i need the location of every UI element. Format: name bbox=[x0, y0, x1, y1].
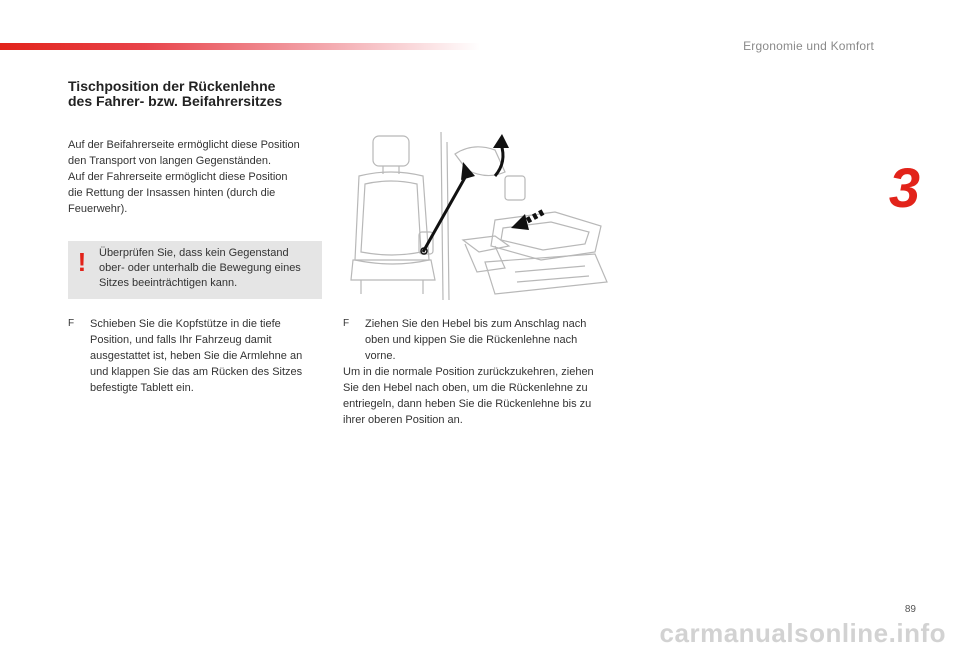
exclamation-icon: ! bbox=[77, 247, 87, 277]
heading-line-2: des Fahrer- bzw. Beifahrersitzes bbox=[68, 93, 283, 109]
headrest-shape bbox=[373, 136, 409, 166]
page-heading bbox=[68, 79, 368, 109]
chapter-number: 3 bbox=[888, 156, 920, 219]
seat-diagram bbox=[345, 132, 615, 302]
step-text: Schieben Sie die Kopfstütze in die tiefe Position, und falls Ihr Fahrzeug damit ausgestattet ist, heben Sie die Armlehne an und klappen Sie das am Rücken des Sitzes befestigte Tablett ein. bbox=[90, 318, 303, 394]
folded-backrest-shape bbox=[491, 212, 601, 260]
heading-line-1: Tischposition der Rückenlehne bbox=[68, 78, 276, 94]
intro-line: die Rettung der Insassen hinten (durch die bbox=[68, 187, 276, 199]
intro-line: Auf der Fahrerseite ermöglicht diese Position bbox=[68, 171, 288, 183]
warning-text: Überprüfen Sie, dass kein Gegenstand ober- oder unterhalb die Bewegung eines Sitzes beeinträchtigen kann. bbox=[99, 247, 301, 289]
step-text: Ziehen Sie den Hebel bis zum Anschlag nach oben und kippen Sie die Rückenlehne nach vorne. bbox=[365, 318, 587, 362]
step-item bbox=[343, 316, 605, 364]
intro-line: Feuerwehr). bbox=[68, 203, 128, 215]
intro-line: den Transport von langen Gegenständen. bbox=[68, 155, 272, 167]
step-bullet: F bbox=[68, 318, 75, 329]
lever-pointer bbox=[423, 174, 467, 252]
step-item bbox=[68, 316, 318, 396]
return-instructions: Um in die normale Position zurückzukehren, ziehen Sie den Hebel nach oben, um die Rückenlehne zu entriegeln, dann heben Sie die Rückenlehne bis zu ihrer oberen Position an. bbox=[343, 366, 594, 426]
watermark: carmanualsonline.info bbox=[659, 618, 946, 648]
backrest-shape bbox=[355, 172, 429, 264]
seat-illustration bbox=[345, 132, 615, 302]
header-accent-bar bbox=[0, 43, 480, 50]
intro-line: Auf der Beifahrerseite ermöglicht diese Position bbox=[68, 139, 300, 151]
warning-box bbox=[68, 241, 322, 299]
intro-paragraph bbox=[68, 137, 333, 217]
section-title: Ergonomie und Komfort bbox=[743, 39, 874, 53]
page-number: 89 bbox=[904, 604, 916, 615]
step-bullet: F bbox=[343, 318, 350, 329]
